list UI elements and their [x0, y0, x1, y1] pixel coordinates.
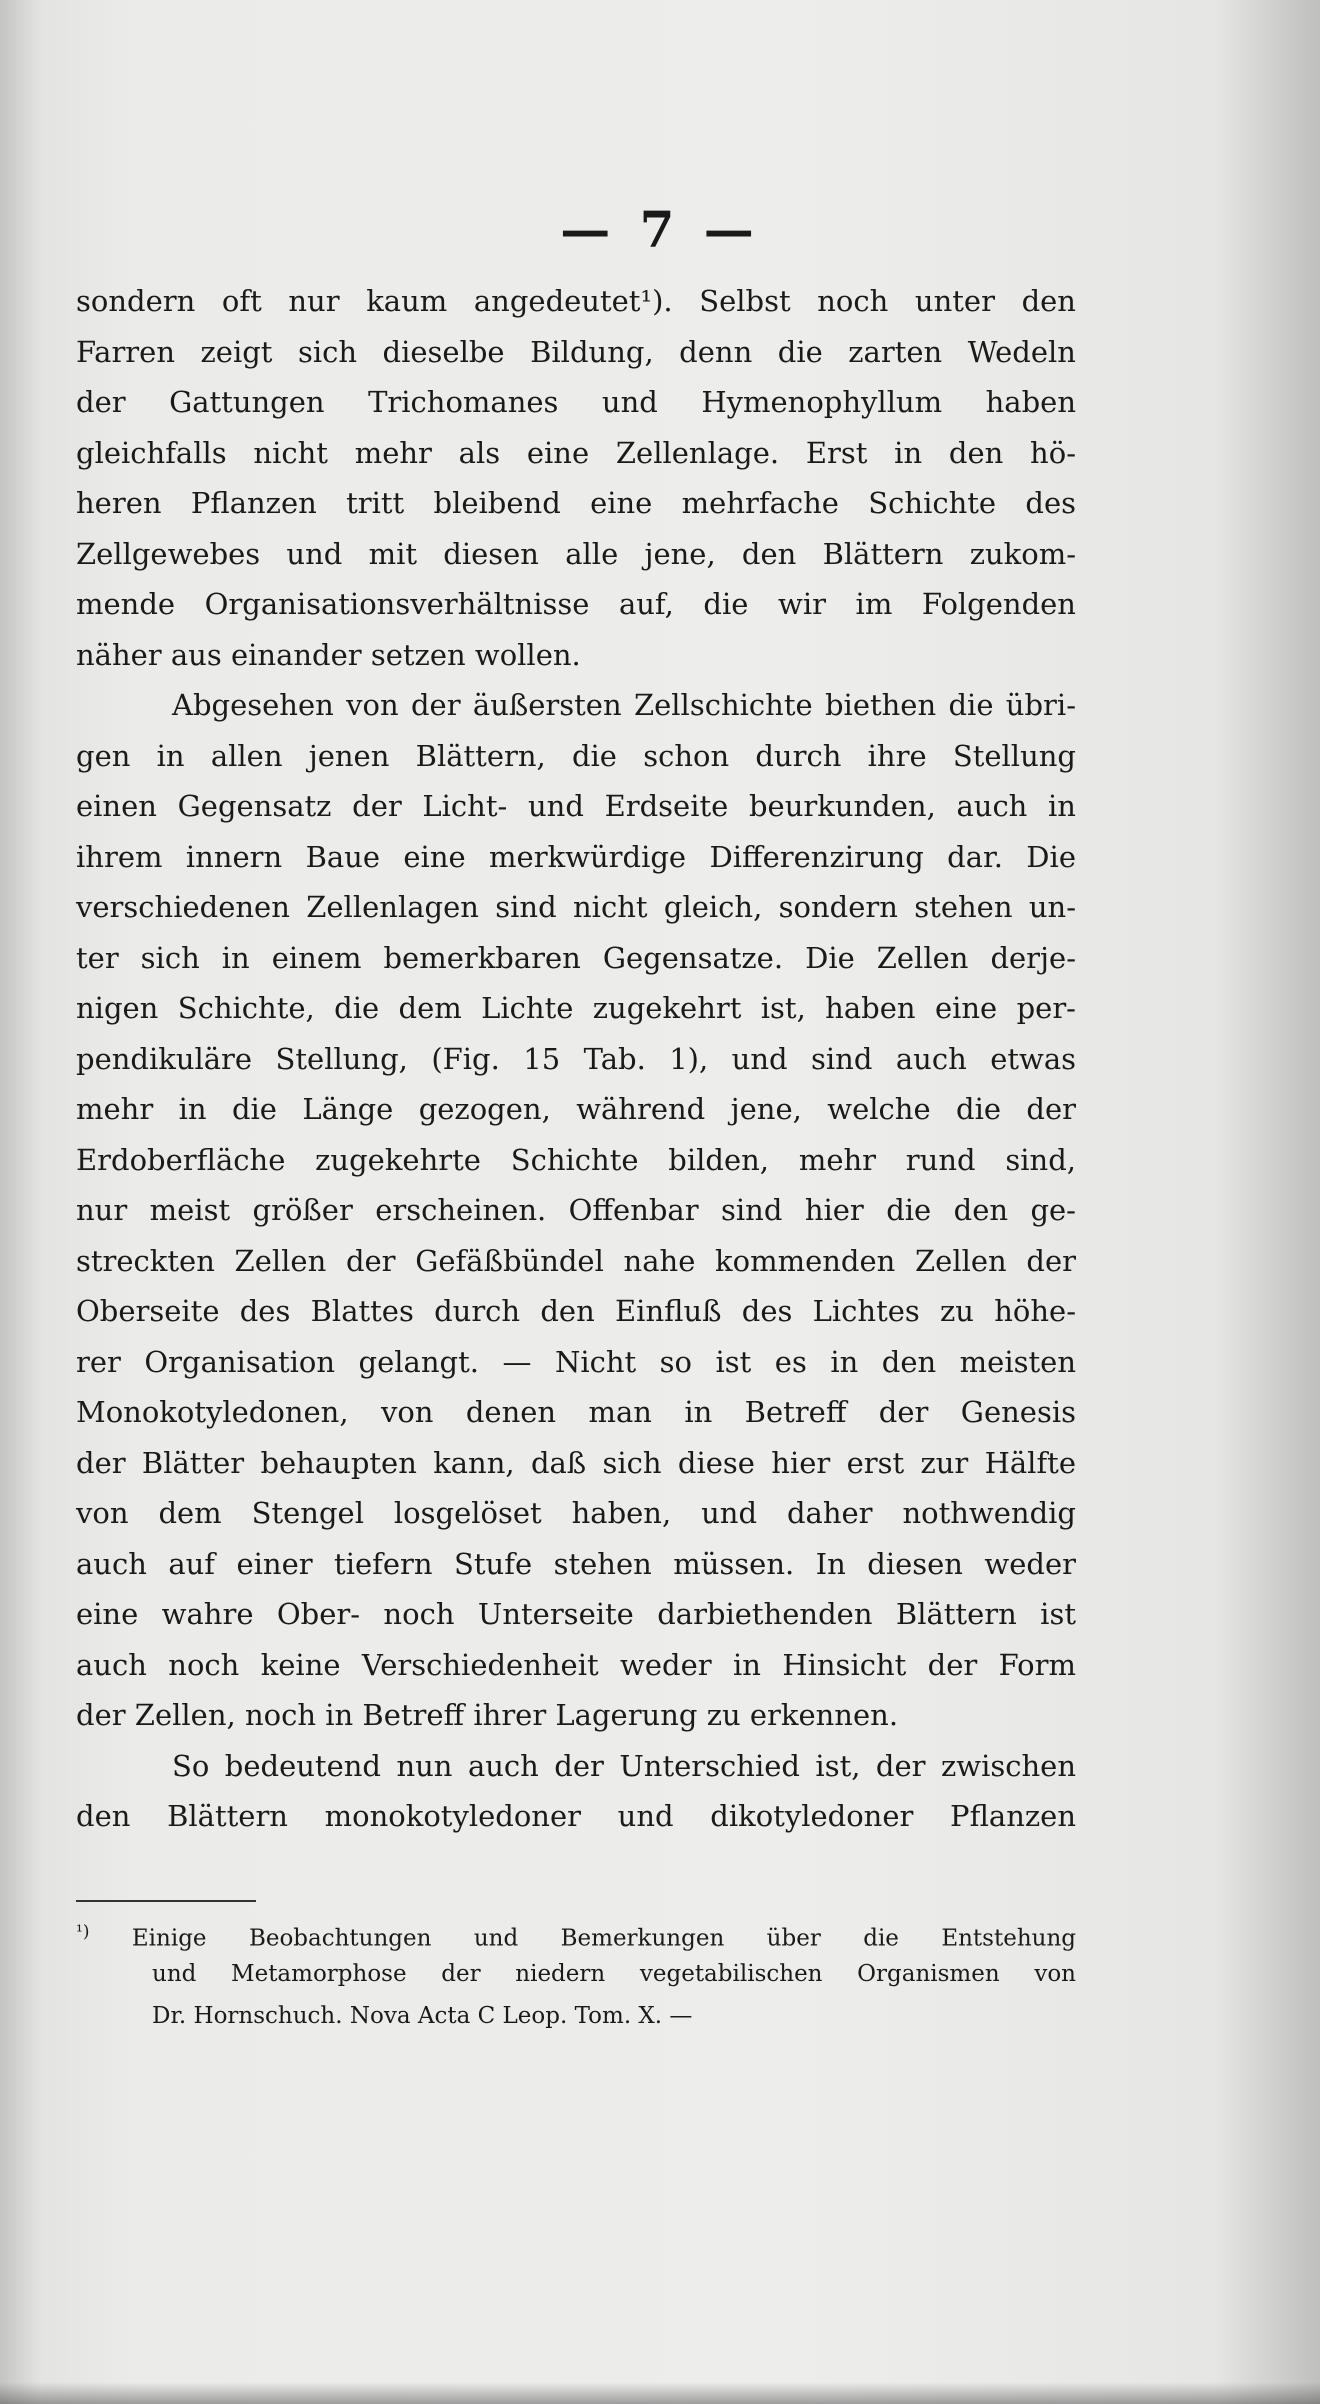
- text-line: pendikuläre Stellung, (Fig. 15 Tab. 1), und sind auch etwas: [76, 1041, 1076, 1076]
- text-line: rer Organisation gelangt. — Nicht so ist es in den meisten: [76, 1344, 1076, 1379]
- text-line: einen Gegensatz der Licht- und Erdseite beurkunden, auch in: [76, 789, 1076, 823]
- text-line: gen in allen jenen Blättern, die schon durch ihre Stellung: [76, 738, 1076, 773]
- text-line: sondern oft nur kaum angedeutet¹). Selbst noch unter den: [76, 284, 1076, 318]
- page-number: — 7 —: [560, 200, 760, 259]
- text-line: Monokotyledonen, von denen man in Betreff der Genesis: [76, 1395, 1076, 1429]
- text-line: von dem Stengel losgelöset haben, und daher nothwendig: [76, 1496, 1076, 1530]
- text-line: mehr in die Länge gezogen, während jene, welche die der: [76, 1092, 1076, 1126]
- footnote: [76, 1911, 1076, 2037]
- text-line: Oberseite des Blattes durch den Einfluß des Lichtes zu höhe-: [76, 1294, 1076, 1328]
- text-line: heren Pflanzen tritt bleibend eine mehrfache Schichte des: [76, 486, 1076, 520]
- text-line: Farren zeigt sich dieselbe Bildung, denn die zarten Wedeln: [76, 334, 1076, 369]
- text-line: den Blättern monokotyledoner und dikotyledoner Pflanzen: [76, 1799, 1076, 1833]
- text-line: der Gattungen Trichomanes und Hymenophyllum haben: [76, 385, 1076, 419]
- text-line: verschiedenen Zellenlagen sind nicht gleich, sondern stehen un-: [76, 890, 1076, 924]
- text-line: der Zellen, noch in Betreff ihrer Lagerung zu erkennen.: [76, 1698, 899, 1732]
- text-line: auch auf einer tiefern Stufe stehen müssen. In diesen weder: [76, 1546, 1076, 1581]
- footnote-divider: [76, 1900, 256, 1902]
- text-line: der Blätter behaupten kann, daß sich diese hier erst zur Hälfte: [76, 1445, 1076, 1480]
- text-line: eine wahre Ober- noch Unterseite darbiethenden Blättern ist: [76, 1597, 1076, 1631]
- text-line: streckten Zellen der Gefäßbündel nahe kommenden Zellen der: [76, 1243, 1076, 1278]
- text-line: Erdoberfläche zugekehrte Schichte bilden, mehr rund sind,: [76, 1142, 1076, 1177]
- text-line: ihrem innern Baue eine merkwürdige Differenzirung dar. Die: [76, 839, 1076, 874]
- text-line: nur meist größer erscheinen. Offenbar sind hier die den ge-: [76, 1193, 1076, 1227]
- footnote-line: und Metamorphose der niedern vegetabilischen Organismen von: [152, 1961, 1076, 1987]
- footnote-text: Einige Beobachtungen und Bemerkungen über die Entstehung: [131, 1925, 1076, 1952]
- text-line: Zellgewebes und mit diesen alle jene, den Blättern zukom-: [76, 536, 1076, 571]
- text-line: auch noch keine Verschiedenheit weder in Hinsicht der Form: [76, 1647, 1076, 1682]
- text-line: näher aus einander setzen wollen.: [76, 637, 581, 672]
- text-line: nigen Schichte, die dem Lichte zugekehrt ist, haben eine per-: [76, 991, 1076, 1025]
- text-line: Abgesehen von der äußersten Zellschichte biethen die übri-: [172, 688, 1076, 722]
- footnote-line: [76, 1911, 1076, 1953]
- text-line: So bedeutend nun auch der Unterschied ist, der zwischen: [172, 1748, 1076, 1783]
- footnote-marker: ¹): [76, 1922, 90, 1942]
- text-line: gleichfalls nicht mehr als eine Zellenlage. Erst in den hö-: [76, 435, 1076, 470]
- text-line: ter sich in einem bemerkbaren Gegensatze. Die Zellen derje-: [76, 940, 1076, 975]
- text-line: mende Organisationsverhältnisse auf, die wir im Folgenden: [76, 587, 1076, 621]
- main-text: [76, 276, 1076, 1842]
- footnote-line: Dr. Hornschuch. Nova Acta C Leop. Tom. X. —: [152, 2003, 693, 2029]
